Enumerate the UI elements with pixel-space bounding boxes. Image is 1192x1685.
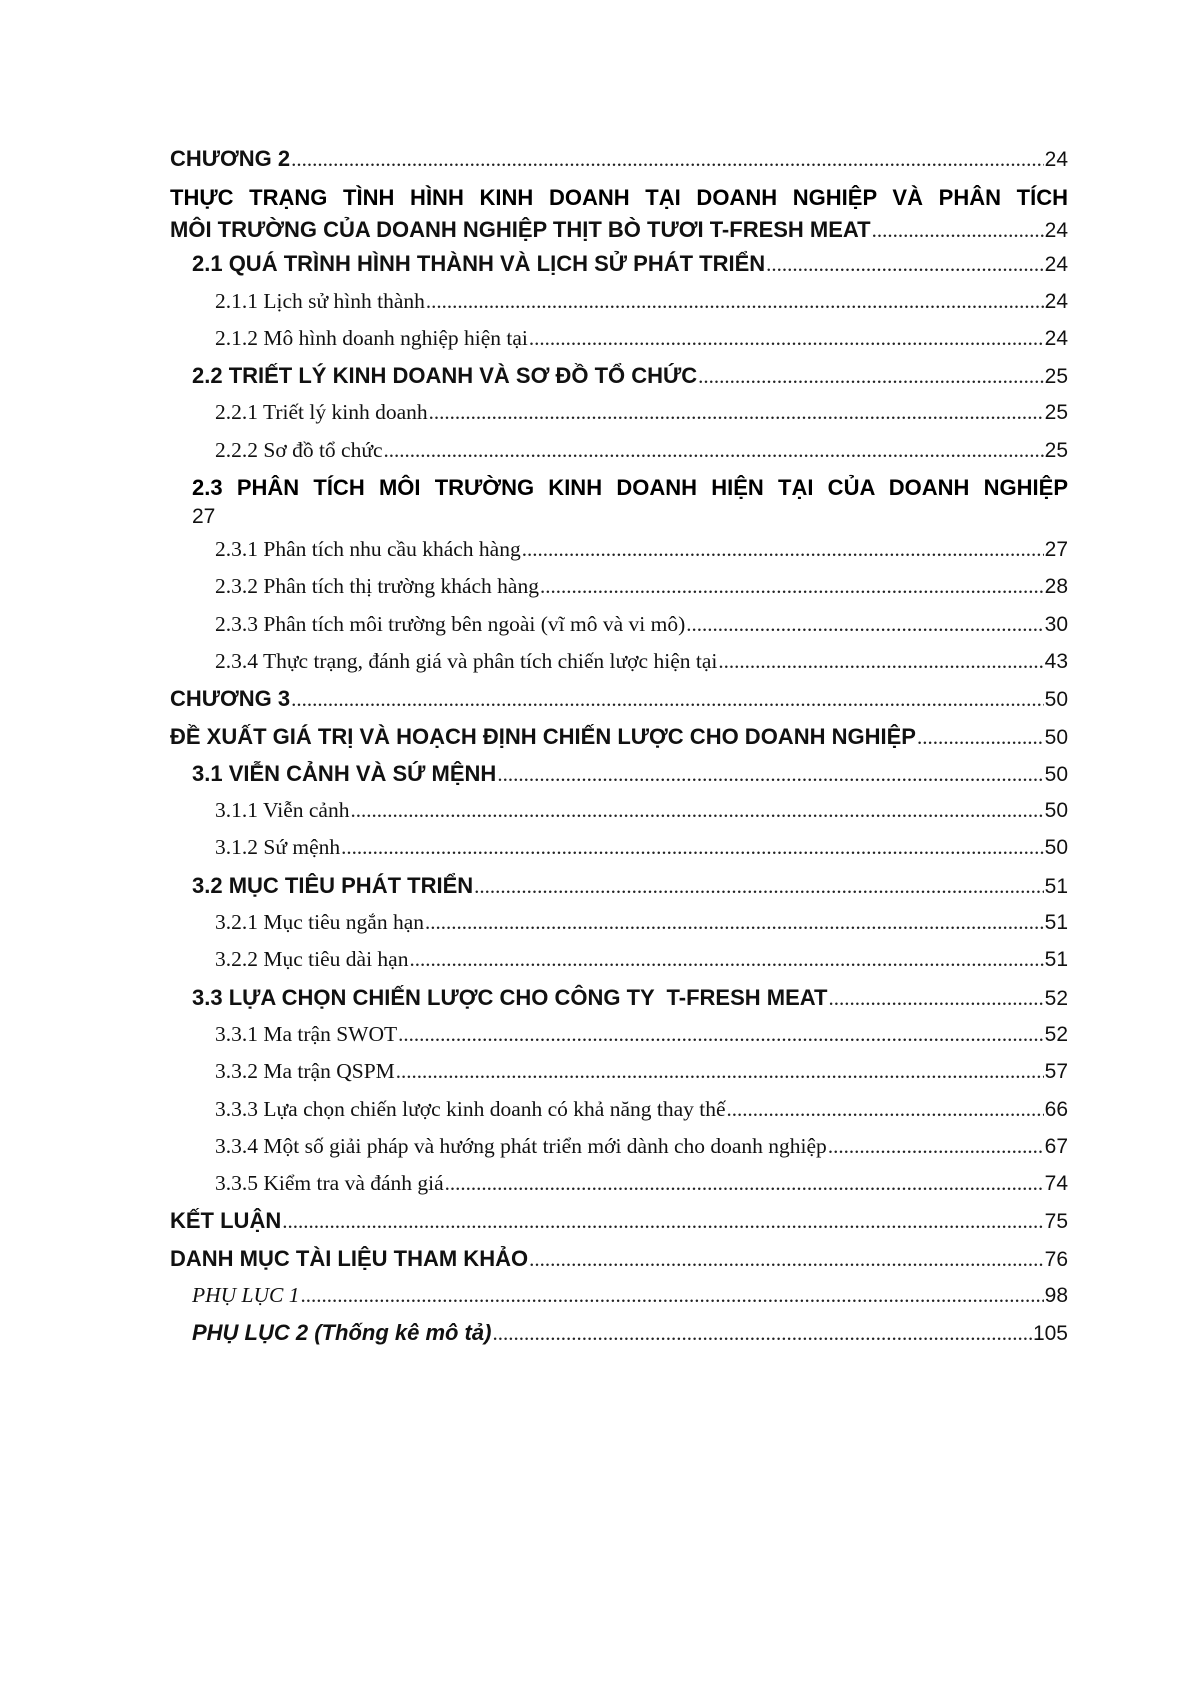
dot-leader <box>426 283 1044 320</box>
toc-entry-3-1[interactable] <box>170 755 1068 792</box>
toc-entry-3-3-3[interactable] <box>170 1091 1068 1128</box>
toc-entry-2-2-2[interactable] <box>170 432 1068 469</box>
toc-entry-page: 25 <box>1044 365 1068 389</box>
toc-entry-page: 24 <box>1044 148 1068 171</box>
toc-entry-page: 51 <box>1044 911 1068 935</box>
toc-entry-conclusion[interactable] <box>170 1202 1068 1239</box>
toc-entry-3-3-5[interactable] <box>170 1165 1068 1202</box>
dot-leader <box>529 320 1044 357</box>
dot-leader <box>698 358 1043 395</box>
toc-entry-title: 2.1.1 Lịch sử hình thành <box>215 288 425 313</box>
dot-leader <box>425 904 1044 941</box>
dot-leader <box>492 1315 1032 1352</box>
toc-entry-title: 2.2 TRIẾT LÝ KINH DOANH VÀ SƠ ĐỒ TỔ CHỨC <box>192 363 698 389</box>
dot-leader <box>445 1165 1044 1202</box>
toc-entry-page: 30 <box>1044 612 1068 636</box>
toc-entry-page: 57 <box>1044 1060 1068 1084</box>
dot-leader <box>398 1016 1044 1053</box>
dot-leader <box>301 1277 1044 1314</box>
toc-entry-title: MÔI TRƯỜNG CỦA DOANH NGHIỆP THỊT BÒ TƯƠI T-FRESH MEAT <box>170 217 871 243</box>
toc-entry-2-2[interactable] <box>170 357 1068 394</box>
dot-leader <box>828 1128 1044 1165</box>
toc-entry-title: 2.3.2 Phân tích thị trường khách hàng <box>215 574 539 599</box>
toc-entry-title: 2.3 PHÂN TÍCH MÔI TRƯỜNG KINH DOANH HIỆN TẠI CỦA DOANH NGHIỆP <box>192 475 1068 501</box>
toc-entry-page: 52 <box>1044 1022 1068 1046</box>
dot-leader <box>872 215 1044 245</box>
dot-leader <box>686 606 1043 643</box>
toc-entry-page: 24 <box>1044 326 1068 350</box>
toc-entry-page: 52 <box>1044 986 1068 1010</box>
toc-entry-2-1-1[interactable] <box>170 283 1068 320</box>
toc-entry-3-1-2[interactable] <box>170 829 1068 866</box>
toc-entry-page: 66 <box>1044 1097 1068 1121</box>
toc-entry-page: 25 <box>1044 401 1068 425</box>
toc-entry-2-2-1[interactable] <box>170 394 1068 431</box>
dot-leader <box>384 432 1044 469</box>
toc-entry-2-3[interactable] <box>170 469 1068 531</box>
dot-leader <box>828 980 1043 1017</box>
toc-entry-title: 2.3.4 Thực trạng, đánh giá và phân tích chiến lược hiện tại <box>215 648 718 673</box>
toc-entry-title: PHỤ LỤC 2 (Thống kê mô tả) <box>192 1320 492 1346</box>
toc-entry-title: DANH MỤC TÀI LIỆU THAM KHẢO <box>170 1245 529 1271</box>
toc-entry-title: 3.3 LỰA CHỌN CHIẾN LƯỢC CHO CÔNG TY T-FRESH MEAT <box>192 984 828 1010</box>
toc-entry-title: 2.3.3 Phân tích môi trường bên ngoài (vĩ mô và vi mô) <box>215 611 686 636</box>
toc-entry-3-2-2[interactable] <box>170 941 1068 978</box>
toc-entry-title: CHƯƠNG 3 <box>170 686 291 712</box>
toc-entry-title: 3.2 MỤC TIÊU PHÁT TRIỂN <box>192 872 474 898</box>
toc-entry-3-3-4[interactable] <box>170 1128 1068 1165</box>
toc-entry-page: 76 <box>1044 1247 1068 1271</box>
toc-entry-page: 24 <box>1044 219 1068 243</box>
toc-entry-title: 3.3.2 Ma trận QSPM <box>215 1059 395 1084</box>
toc-entry-2-3-1[interactable] <box>170 531 1068 568</box>
toc-entry-page: 50 <box>1044 725 1068 749</box>
toc-entry-title: 2.1 QUÁ TRÌNH HÌNH THÀNH VÀ LỊCH SỬ PHÁT TRIỂN <box>192 251 766 277</box>
toc-entry-references[interactable] <box>170 1240 1068 1277</box>
toc-entry-title: 2.2.2 Sơ đồ tổ chức <box>215 437 383 462</box>
toc-entry-title-line1: THỰC TRẠNG TÌNH HÌNH KINH DOANH TẠI DOANH NGHIỆP VÀ PHÂN TÍCH <box>170 185 1068 211</box>
dot-leader <box>291 681 1044 718</box>
toc-entry-3-3-1[interactable] <box>170 1016 1068 1053</box>
dot-leader <box>396 1053 1044 1090</box>
toc-entry-title: 3.3.3 Lựa chọn chiến lược kinh doanh có khả năng thay thế <box>215 1096 726 1121</box>
toc-entry-3-2[interactable] <box>170 867 1068 904</box>
toc-entry-page: 43 <box>1044 649 1068 673</box>
dot-leader <box>917 719 1044 756</box>
dot-leader <box>766 246 1043 283</box>
dot-leader <box>540 568 1044 605</box>
toc-entry-page: 51 <box>1044 948 1068 972</box>
dot-leader <box>282 1203 1043 1240</box>
toc-entry-chapter-3[interactable] <box>170 680 1068 717</box>
toc-entry-title: 2.2.1 Triết lý kinh doanh <box>215 400 428 425</box>
toc-entry-title: 2.1.2 Mô hình doanh nghiệp hiện tại <box>215 325 528 350</box>
toc-entry-page: 74 <box>1044 1172 1068 1196</box>
toc-entry-page: 24 <box>1044 289 1068 313</box>
toc-entry-chapter-2[interactable] <box>170 140 1068 177</box>
toc-entry-2-3-3[interactable] <box>170 606 1068 643</box>
toc-entry-3-2-1[interactable] <box>170 904 1068 941</box>
toc-entry-title: 2.3.1 Phân tích nhu cầu khách hàng <box>215 537 521 562</box>
toc-entry-page: 27 <box>1044 538 1068 562</box>
toc-entry-page: 98 <box>1044 1284 1068 1308</box>
toc-entry-title: PHỤ LỤC 1 <box>192 1283 300 1308</box>
dot-leader <box>522 531 1044 568</box>
toc-entry-title: ĐỀ XUẤT GIÁ TRỊ VÀ HOẠCH ĐỊNH CHIẾN LƯỢC CHO DOANH NGHIỆP <box>170 723 916 749</box>
toc-entry-appendix-1[interactable] <box>170 1277 1068 1314</box>
toc-entry-page: 51 <box>1044 874 1068 898</box>
toc-entry-title: 3.3.4 Một số giải pháp và hướng phát triển mới dành cho doanh nghiệp <box>215 1133 827 1158</box>
toc-entry-2-3-2[interactable] <box>170 568 1068 605</box>
toc-entry-appendix-2[interactable] <box>170 1314 1068 1351</box>
toc-entry-page: 25 <box>1044 438 1068 462</box>
dot-leader <box>718 643 1043 680</box>
toc-entry-title: 3.1 VIỄN CẢNH VÀ SỨ MỆNH <box>192 760 497 786</box>
dot-leader <box>474 868 1044 905</box>
toc-entry-2-1[interactable] <box>170 245 1068 282</box>
toc-entry-page: 50 <box>1044 799 1068 823</box>
table-of-contents <box>170 140 1068 1352</box>
dot-leader <box>727 1091 1044 1128</box>
toc-entry-3-1-1[interactable] <box>170 792 1068 829</box>
dot-leader <box>429 394 1044 431</box>
dot-leader <box>497 756 1043 793</box>
toc-entry-title: KẾT LUẬN <box>170 1208 282 1234</box>
toc-entry-chapter-3-title[interactable] <box>170 718 1068 755</box>
toc-entry-2-3-4[interactable] <box>170 643 1068 680</box>
toc-entry-title: 3.1.1 Viễn cảnh <box>215 798 350 823</box>
toc-entry-page: 50 <box>1044 836 1068 860</box>
toc-entry-chapter-2-title[interactable] <box>170 177 1068 245</box>
toc-entry-page: 24 <box>1044 253 1068 277</box>
toc-entry-page: 50 <box>1044 762 1068 786</box>
toc-entry-page: 67 <box>1044 1134 1068 1158</box>
dot-leader <box>341 829 1044 866</box>
toc-entry-page: 50 <box>1044 688 1068 712</box>
toc-entry-title: CHƯƠNG 2 <box>170 146 291 171</box>
toc-entry-title: 3.3.5 Kiểm tra và đánh giá <box>215 1171 444 1196</box>
toc-entry-3-3[interactable] <box>170 979 1068 1016</box>
toc-entry-page: 75 <box>1044 1210 1068 1234</box>
toc-entry-title: 3.2.1 Mục tiêu ngắn hạn <box>215 910 424 935</box>
toc-entry-3-3-2[interactable] <box>170 1053 1068 1090</box>
toc-entry-page: 105 <box>1032 1322 1068 1346</box>
toc-entry-2-1-2[interactable] <box>170 320 1068 357</box>
toc-entry-title: 3.2.2 Mục tiêu dài hạn <box>215 947 409 972</box>
toc-entry-page: 27 <box>192 505 216 529</box>
dot-leader <box>529 1241 1044 1278</box>
toc-entry-title: 3.3.1 Ma trận SWOT <box>215 1021 398 1046</box>
toc-entry-title: 3.1.2 Sứ mệnh <box>215 835 341 860</box>
dot-leader <box>291 141 1044 178</box>
toc-entry-page: 28 <box>1044 575 1068 599</box>
dot-leader <box>350 792 1043 829</box>
dot-leader <box>409 941 1043 978</box>
